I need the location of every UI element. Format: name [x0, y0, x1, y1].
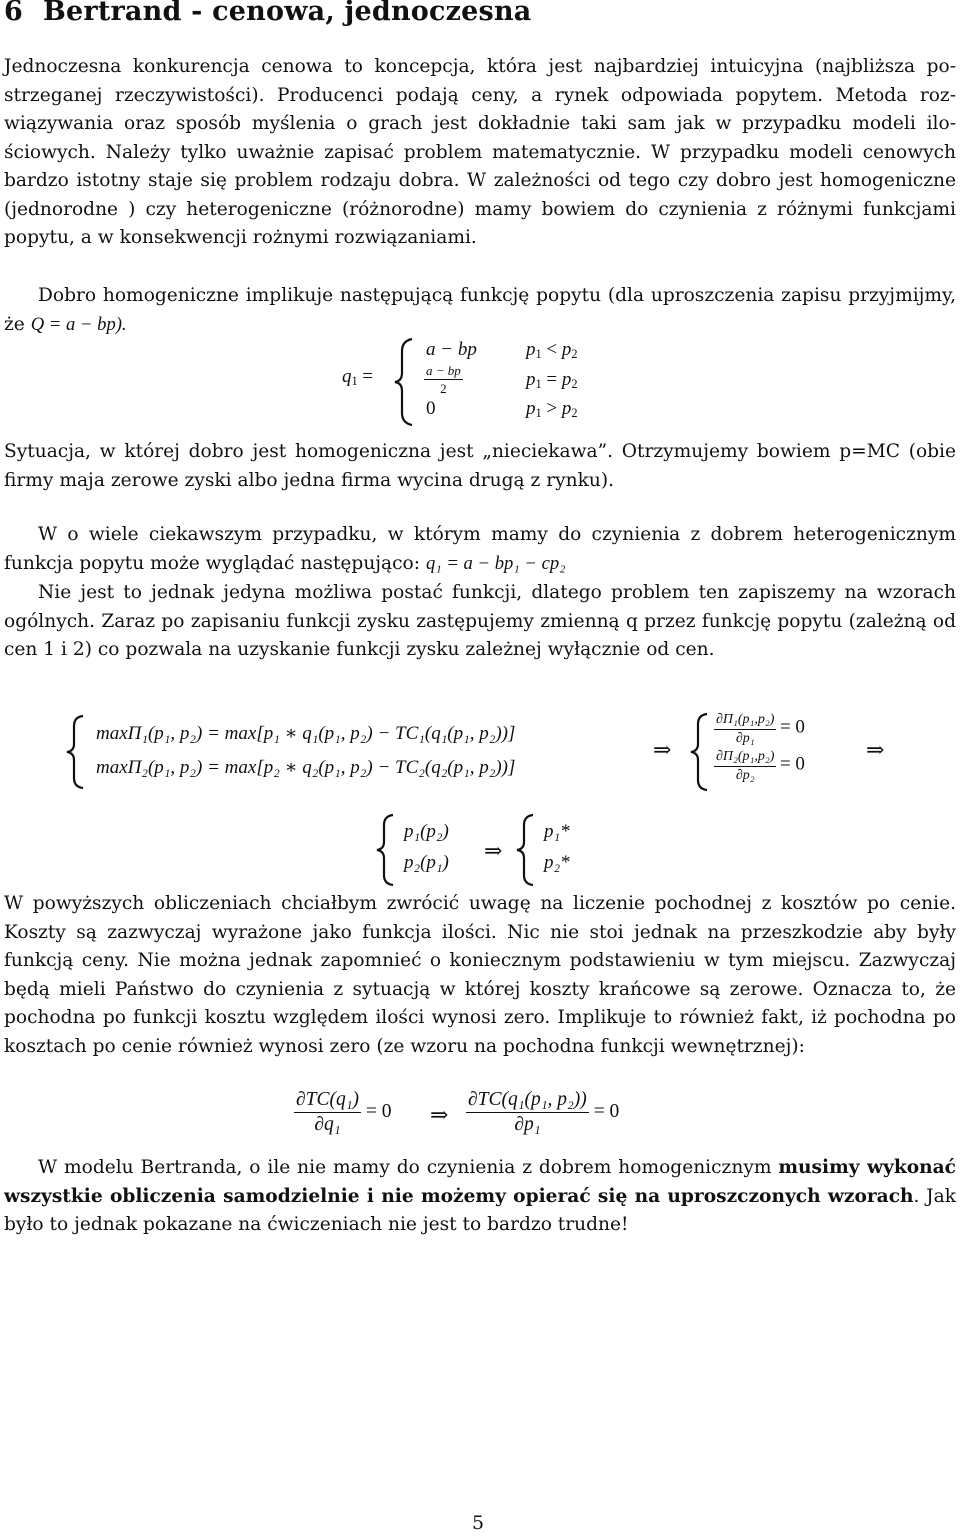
best-response-row-2: p₂(p₁)	[404, 852, 449, 873]
paragraph-conclusion-text: W modelu Bertranda, o ile nie mamy do czynienia z dobrem homogenicznym	[38, 1157, 772, 1178]
left-brace-icon	[514, 813, 538, 887]
equilibrium-row-2: p₂*	[544, 852, 570, 873]
foc-row-1: $\frac{\text{∂Π₁(p₁,p₂)}}{\text{∂p₁}}$ = 0	[716, 712, 805, 746]
paragraph-homogeneous-text: Dobro homogeniczne implikuje następującą funkcję popytu (dla uproszczenia zapisu przyjmijmy, że	[4, 285, 956, 335]
cost-derivative-quantity: $\frac{\text{∂TC(q₁)}}{\text{∂q₁}}$ = 0	[296, 1089, 392, 1135]
case-3-expr: 0	[426, 398, 436, 419]
demand-heterogeneous-equation: q₁ = a − bp₁ − cp₂	[425, 552, 566, 574]
paragraph-heterogeneous-text: W o wiele ciekawszym przypadku, w którym mamy do czynienia z dobrem heterogenicznym funkcja popytu może wyglądać następująco:	[4, 524, 956, 574]
paragraph-general: Nie jest to jednak jedyna możliwa postać funkcji, dlatego problem ten zapiszemy na wzorach ogólnych. Zaraz po zapisaniu funkcji zysku zastępujemy zmienną q przez funkcję popytu (zależną od cen 1 i 2) co pozwala na uzyskanie funkcji zysku zależnej wyłącznie od cen.	[4, 582, 956, 660]
paragraph-costs: W powyższych obliczeniach chciałbym zwrócić uwagę na liczenie pochodnej z kosztów po cenie. Koszty są zazwyczaj wyrażone jako funkcja ilości. Nic nie stoi jednak na przeszkodzie aby były funkcją ceny. Nie można jednak zapomnieć o koniecznym podstawieniu w tym miejscu. Zazwyczaj będą mieli Państwo do czynienia z sytuacją w której koszty krańcowe są zerowe. Oznacza to, że pochodna po funkcji kosztu względem ilości wynosi zero. Implikuje to również fakt, iż pochodna po kosztach po cenie również wynosi zero (ze wzoru na pochodna funkcji wewnętrznej):	[4, 893, 956, 1057]
case-2-expr: $\frac{a - bp}{2}$	[426, 363, 461, 396]
left-brace-icon	[374, 813, 398, 887]
profit-max-row-1: maxΠ₁(p₁, p₂) = max[p₁ ∗ q₁(p₁, p₂) − TC₁(q₁(p₁, p₂))]	[96, 723, 516, 744]
paragraph-homogeneous	[4, 282, 956, 339]
left-brace-icon	[64, 714, 88, 790]
paragraph-intro: Jednoczesna konkurencja cenowa to koncepcja, która jest najbardziej intuicyjna (najbliższa postrzeganej rzeczywistości). Producenci podają ceny, a rynek odpowiada popytem. Metoda rozwiązywania oraz sposób myślenia o grach jest dokładnie taki sam jak w przypadku modeli ilościowych. Należy tylko uważnie zapisać problem matematycznie. W przypadku modeli cenowych bardzo istotny staje się problem rodzaju dobra. W zależności od tego czy dobro jest homogeniczne (jednorodne ) czy heterogeniczne (różnorodne) mamy bowiem do czynienia z różnymi funkcjami popytu, a w konsekwencji rożnymi rozwiązaniami.	[4, 56, 956, 248]
foc-row-2: $\frac{\text{∂Π₂(p₁,p₂)}}{\text{∂p₂}}$ = 0	[716, 749, 805, 783]
section-number: 6	[4, 0, 23, 27]
section-heading	[4, 0, 551, 27]
paragraph-conclusion-bold: musimy wykonać wszystkie obliczenia samodzielnie i nie możemy opierać się na uproszczonych wzorach	[4, 1157, 956, 1207]
case-1-expr: a − bp	[426, 339, 477, 360]
equilibrium-row-1: p₁*	[544, 821, 570, 842]
best-response-row-1: p₁(p₂)	[404, 821, 449, 842]
paragraph-conclusion	[4, 1154, 956, 1240]
cost-derivative-price: $\frac{\text{∂TC(q₁(p₁, p₂))}}{\text{∂p₁}}$ = 0	[468, 1089, 620, 1135]
case-2-condition: $p_1 = p_2$	[526, 369, 578, 391]
paragraph-conclusion-end: . Jak było to jednak pokazane na ćwiczeniach nie jest to bardzo trudne!	[4, 1185, 956, 1235]
paragraph-uninteresting: Sytuacja, w której dobro jest homogeniczna jest „nieciekawa”. Otrzymujemy bowiem p=MC (obie firmy maja zerowe zyski albo jedna firma wycina drugą z rynku).	[4, 441, 956, 491]
implies-arrow-icon: ⇒	[866, 737, 885, 762]
implies-arrow-icon: ⇒	[484, 838, 503, 863]
section-title: Bertrand - cenowa, jednoczesna	[43, 0, 532, 27]
case-1-condition: $p_1 < p_2$	[526, 339, 578, 361]
case-3-condition: $p_1 > p_2$	[526, 398, 578, 420]
paragraph-heterogeneous	[4, 521, 956, 578]
profit-max-row-2: maxΠ₂(p₁, p₂) = max[p₂ ∗ q₂(p₁, p₂) − TC₂(q₂(p₁, p₂))]	[96, 757, 516, 778]
demand-equation-inline: Q = a − bp).	[30, 313, 127, 335]
implies-arrow-icon: ⇒	[653, 737, 672, 762]
left-brace-icon	[392, 337, 418, 427]
page-number: 5	[472, 1512, 485, 1534]
q1-lhs: $q_1$ =	[342, 366, 374, 388]
left-brace-icon	[688, 712, 712, 792]
implies-arrow-icon: ⇒	[430, 1102, 449, 1127]
